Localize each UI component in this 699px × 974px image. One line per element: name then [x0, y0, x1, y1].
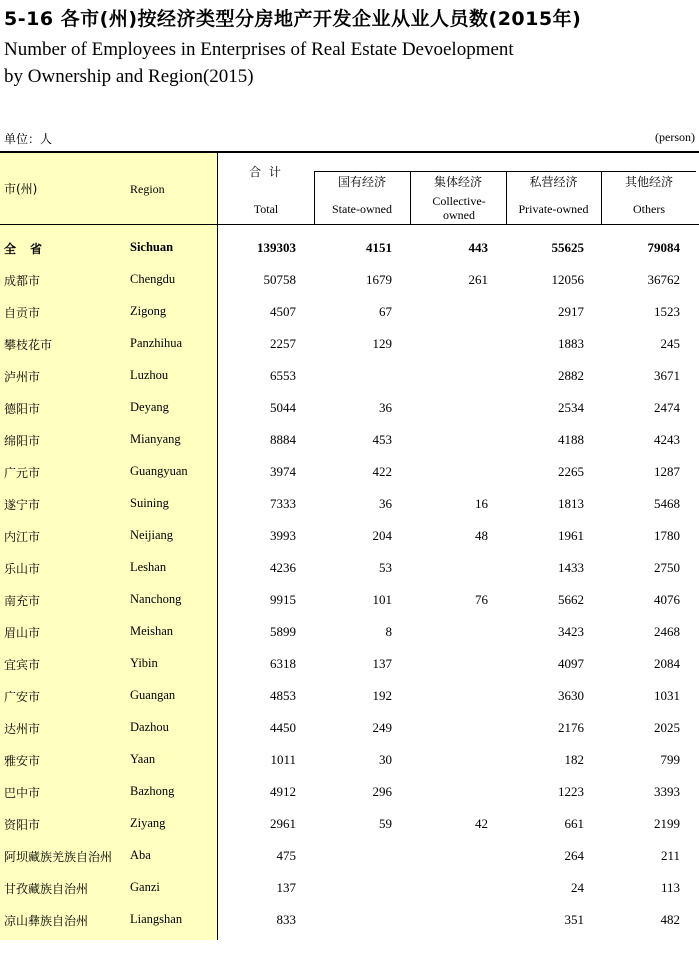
value-total: 833: [276, 912, 296, 927]
region-name-en: Meishan: [130, 624, 174, 638]
value-total: 9915: [270, 592, 296, 607]
region-name-cn: 泸州市: [4, 370, 41, 384]
value-private: 4188: [558, 432, 584, 447]
value-total: 137: [276, 880, 296, 895]
value-private: 3630: [558, 688, 584, 703]
value-state: 192: [372, 688, 392, 703]
value-total: 8884: [270, 432, 296, 447]
value-collective: 42: [475, 816, 488, 831]
value-private: 3423: [558, 624, 584, 639]
value-state: 59: [379, 816, 392, 831]
value-private: 12056: [551, 272, 584, 287]
region-name-en: Dazhou: [130, 720, 169, 734]
region-name-cn: 宜宾市: [4, 658, 41, 672]
table-row: [0, 615, 699, 647]
value-state: 101: [372, 592, 392, 607]
region-name-cn: 攀枝花市: [4, 338, 53, 352]
region-name-en: Liangshan: [130, 912, 183, 926]
table-row: [0, 359, 699, 391]
value-private: 182: [564, 752, 584, 767]
value-others: 1780: [654, 528, 680, 543]
region-name-cn: 达州市: [4, 722, 41, 736]
region-name-cn: 广元市: [4, 466, 41, 480]
region-name-en: Suining: [130, 496, 169, 510]
region-name-cn: 雅安市: [4, 754, 41, 768]
region-name-cn: 资阳市: [4, 818, 41, 832]
page-title-en-line2: by Ownership and Region(2015): [4, 66, 254, 87]
value-state: 36: [379, 400, 392, 415]
header-others-en: Others: [633, 202, 665, 216]
value-state: 137: [372, 656, 392, 671]
value-private: 1961: [558, 528, 584, 543]
region-name-en: Nanchong: [130, 592, 182, 606]
value-private: 4097: [558, 656, 584, 671]
region-name-en: Panzhihua: [130, 336, 183, 350]
region-name-en: Neijiang: [130, 528, 174, 542]
header-others-cn: 其他经济: [624, 175, 673, 189]
region-name-en: Chengdu: [130, 272, 176, 286]
header-state-en: State-owned: [332, 202, 392, 216]
header-private-cn: 私营经济: [529, 175, 578, 189]
value-state: 8: [385, 624, 392, 639]
value-private: 1883: [558, 336, 584, 351]
value-others: 245: [660, 336, 680, 351]
value-collective: 76: [475, 592, 488, 607]
value-total: 6553: [270, 368, 296, 383]
value-state: 249: [372, 720, 392, 735]
value-total: 7333: [270, 496, 296, 511]
value-state: 204: [372, 528, 392, 543]
value-collective: 261: [468, 272, 488, 287]
value-others: 3393: [654, 784, 680, 799]
region-name-en: Guangan: [130, 688, 176, 702]
header-bottom-rule: [0, 224, 699, 225]
page-title-en-line1: Number of Employees in Enterprises of Real Estate Devoelopment: [4, 39, 514, 60]
region-name-en: Yibin: [130, 656, 158, 670]
region-name-cn: 广安市: [4, 690, 41, 704]
region-name-en: Ganzi: [130, 880, 160, 894]
table-row: [0, 871, 699, 903]
value-others: 2468: [654, 624, 680, 639]
region-name-en: Mianyang: [130, 432, 181, 446]
value-state: 422: [372, 464, 392, 479]
value-state: 36: [379, 496, 392, 511]
region-name-en: Yaan: [130, 752, 156, 766]
value-total: 139303: [257, 240, 296, 255]
value-total: 4912: [270, 784, 296, 799]
table-row: [0, 775, 699, 807]
region-name-cn: 巴中市: [4, 786, 41, 800]
region-name-en: Ziyang: [130, 816, 166, 830]
header-total-cn: 合 计: [249, 165, 283, 179]
value-state: 4151: [366, 240, 392, 255]
region-name-cn: 眉山市: [4, 626, 41, 640]
value-collective: 48: [475, 528, 488, 543]
value-total: 50758: [263, 272, 296, 287]
value-private: 2882: [558, 368, 584, 383]
table-row: [0, 295, 699, 327]
value-state: 67: [379, 304, 392, 319]
value-total: 2257: [270, 336, 296, 351]
value-total: 3993: [270, 528, 296, 543]
value-private: 1433: [558, 560, 584, 575]
value-others: 482: [660, 912, 680, 927]
value-others: 2750: [654, 560, 680, 575]
value-total: 2961: [270, 816, 296, 831]
value-private: 24: [571, 880, 584, 895]
value-collective: 443: [468, 240, 488, 255]
table-row: [0, 263, 699, 295]
table-row: [0, 839, 699, 871]
table-row: [0, 711, 699, 743]
table-row: [0, 519, 699, 551]
value-state: 129: [372, 336, 392, 351]
page-title-en: [4, 36, 514, 90]
value-state: 53: [379, 560, 392, 575]
table-row: [0, 647, 699, 679]
value-private: 55625: [551, 240, 584, 255]
value-private: 264: [564, 848, 584, 863]
region-name-en: Bazhong: [130, 784, 175, 798]
table-row: [0, 583, 699, 615]
table-row: [0, 807, 699, 839]
value-total: 4450: [270, 720, 296, 735]
table-row-total: [0, 231, 699, 263]
value-others: 36762: [647, 272, 680, 287]
table-row: [0, 903, 699, 935]
region-name-en: Guangyuan: [130, 464, 188, 478]
value-total: 4507: [270, 304, 296, 319]
value-total: 4236: [270, 560, 296, 575]
value-others: 211: [660, 848, 680, 863]
value-private: 2534: [558, 400, 584, 415]
region-name-cn: 全省: [4, 242, 57, 256]
value-others: 1523: [654, 304, 680, 319]
value-total: 4853: [270, 688, 296, 703]
value-state: 296: [372, 784, 392, 799]
region-name-cn: 甘孜藏族自治州: [4, 882, 89, 896]
region-name-cn: 内江市: [4, 530, 41, 544]
value-private: 5662: [558, 592, 584, 607]
table-top-rule: [0, 151, 699, 153]
value-private: 661: [564, 816, 584, 831]
value-total: 5899: [270, 624, 296, 639]
value-total: 5044: [270, 400, 296, 415]
unit-label-en: (person): [655, 130, 695, 144]
value-others: 4243: [654, 432, 680, 447]
region-name-cn: 遂宁市: [4, 498, 41, 512]
region-name-en: Leshan: [130, 560, 167, 574]
value-others: 2084: [654, 656, 680, 671]
unit-label-cn: 单位：人: [4, 132, 53, 146]
region-name-cn: 自贡市: [4, 306, 41, 320]
region-name-en: Sichuan: [130, 240, 174, 254]
header-collective-cn: 集体经济: [433, 175, 482, 189]
value-private: 2265: [558, 464, 584, 479]
value-others: 1031: [654, 688, 680, 703]
table-row: [0, 455, 699, 487]
subheader-rule: [314, 171, 696, 172]
table-row: [0, 391, 699, 423]
value-others: 2025: [654, 720, 680, 735]
header-private-en: Private-owned: [518, 202, 589, 216]
table-row: [0, 327, 699, 359]
region-name-en: Deyang: [130, 400, 169, 414]
header-collective-en: Collective-owned: [432, 194, 486, 222]
value-others: 79084: [647, 240, 680, 255]
header-state-cn: 国有经济: [337, 175, 386, 189]
value-others: 5468: [654, 496, 680, 511]
header-region-en: Region: [130, 182, 165, 196]
value-others: 2199: [654, 816, 680, 831]
region-name-en: Luzhou: [130, 368, 169, 382]
value-collective: 16: [475, 496, 488, 511]
table-row: [0, 487, 699, 519]
value-private: 1223: [558, 784, 584, 799]
value-total: 6318: [270, 656, 296, 671]
region-name-cn: 凉山彝族自治州: [4, 914, 89, 928]
region-name-en: Aba: [130, 848, 151, 862]
value-others: 4076: [654, 592, 680, 607]
value-private: 2917: [558, 304, 584, 319]
region-name-cn: 阿坝藏族羌族自治州: [4, 850, 113, 864]
region-name-cn: 乐山市: [4, 562, 41, 576]
page-title-cn: 5-16 各市(州)按经济类型分房地产开发企业从业人员数(2015年): [4, 8, 582, 30]
value-total: 475: [276, 848, 296, 863]
value-state: 1679: [366, 272, 392, 287]
region-name-cn: 绵阳市: [4, 434, 41, 448]
value-others: 2474: [654, 400, 680, 415]
header-total-en: Total: [253, 202, 279, 216]
value-state: 30: [379, 752, 392, 767]
region-name-cn: 南充市: [4, 594, 41, 608]
value-total: 1011: [270, 752, 296, 767]
value-others: 113: [660, 880, 680, 895]
region-name-cn: 成都市: [4, 274, 41, 288]
table-row: [0, 679, 699, 711]
table-row: [0, 551, 699, 583]
value-others: 1287: [654, 464, 680, 479]
value-private: 351: [564, 912, 584, 927]
value-private: 1813: [558, 496, 584, 511]
region-name-en: Zigong: [130, 304, 167, 318]
value-state: 453: [372, 432, 392, 447]
value-private: 2176: [558, 720, 584, 735]
value-others: 3671: [654, 368, 680, 383]
table-row: [0, 423, 699, 455]
value-others: 799: [660, 752, 680, 767]
value-total: 3974: [270, 464, 296, 479]
region-name-cn: 德阳市: [4, 402, 41, 416]
header-region-cn: 市(州): [4, 182, 38, 196]
table-row: [0, 743, 699, 775]
